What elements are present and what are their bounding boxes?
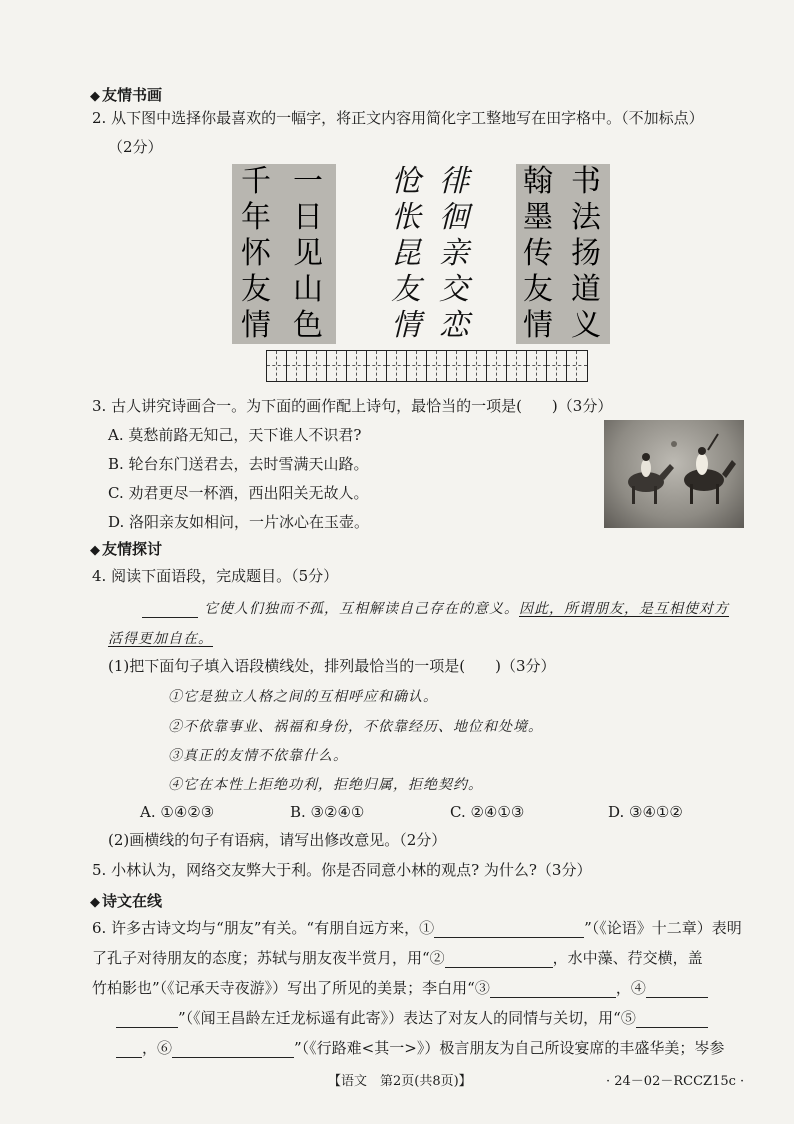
horsemen-painting bbox=[604, 420, 744, 528]
q4-choice-b[interactable]: B. ③②④① bbox=[290, 803, 365, 821]
grid-cell[interactable] bbox=[447, 351, 467, 381]
q4-sentence-3: ③真正的友情不依靠什么。 bbox=[168, 748, 348, 764]
grid-cell[interactable] bbox=[327, 351, 347, 381]
grid-cell[interactable] bbox=[387, 351, 407, 381]
q6-blank-1[interactable] bbox=[434, 921, 584, 938]
section-heading-poetry: ◆ 诗文在线 bbox=[90, 892, 163, 910]
q6-blank-5-cont[interactable] bbox=[116, 1041, 142, 1058]
q3-option-d[interactable]: D. 洛阳亲友如相问，一片冰心在玉壶。 bbox=[108, 513, 370, 531]
calligraphy-column: 翰 墨 传 友 情 bbox=[523, 164, 553, 343]
q2-stem: 2. 从下图中选择你最喜欢的一幅字，将正文内容用简化字工整地写在田字格中。（不加标点） bbox=[92, 109, 704, 127]
q3-option-c[interactable]: C. 劝君更尽一杯酒，西出阳关无故人。 bbox=[108, 484, 369, 502]
q5-stem: 5. 小林认为，网络交友弊大于利。你是否同意小林的观点? 为什么?（3分） bbox=[92, 861, 592, 879]
grid-cell[interactable] bbox=[307, 351, 327, 381]
q6-line1: 6. 许多古诗文均与“朋友”有关。“有朋自远方来，① ”（《论语》十二章）表明 bbox=[92, 919, 742, 937]
q4-sentence-2: ②不依靠事业、祸福和身份，不依靠经历、地位和处境。 bbox=[168, 719, 543, 735]
grid-cell[interactable] bbox=[567, 351, 587, 381]
page-footer-number: 【语文 第2页(共8页)】 bbox=[328, 1074, 472, 1089]
grid-cell[interactable] bbox=[467, 351, 487, 381]
q6-blank-5[interactable] bbox=[636, 1011, 708, 1028]
q3-option-b[interactable]: B. 轮台东门送君去，去时雪满天山路。 bbox=[108, 455, 369, 473]
q6-blank-6[interactable] bbox=[172, 1041, 294, 1058]
q6-line3: 竹柏影也”（《记承天寺夜游》）写出了所见的美景；李白用“③ ，④ bbox=[92, 978, 708, 998]
diamond-marker-icon: ◆ bbox=[90, 895, 100, 910]
grid-cell[interactable] bbox=[367, 351, 387, 381]
q6-blank-4-cont[interactable] bbox=[116, 1011, 178, 1028]
q6-blank-3[interactable] bbox=[490, 981, 616, 998]
calligraphy-column: 一 日 见 山 色 bbox=[293, 164, 323, 343]
diamond-marker-icon: ◆ bbox=[90, 543, 100, 558]
grid-cell[interactable] bbox=[407, 351, 427, 381]
q3-stem: 3. 古人讲究诗画合一。为下面的画作配上诗句，最恰当的一项是( )（3分） bbox=[92, 397, 613, 415]
diamond-marker-icon: ◆ bbox=[90, 89, 100, 104]
grid-cell[interactable] bbox=[547, 351, 567, 381]
q4-passage-line1: 它使人们独而不孤，互相解读自己存在的意义。因此，所谓朋友，是互相使对方 bbox=[142, 598, 729, 618]
section-heading-calligraphy: ◆ 友情书画 bbox=[90, 86, 163, 104]
q6-line2: 了孔子对待朋友的态度；苏轼与朋友夜半赏月，用“② ，水中藻、荇交横，盖 bbox=[92, 949, 703, 967]
calligraphy-column: 千 年 怀 友 情 bbox=[241, 164, 271, 343]
grid-cell[interactable] bbox=[287, 351, 307, 381]
q6-blank-4[interactable] bbox=[646, 981, 708, 998]
section-heading-discussion: ◆ 友情探讨 bbox=[90, 540, 163, 558]
q2-score: （2分） bbox=[108, 138, 163, 156]
q3-option-a[interactable]: A. 莫愁前路无知己，天下谁人不识君? bbox=[108, 426, 362, 444]
q4-sentence-1: ①它是独立人格之间的互相呼应和确认。 bbox=[168, 689, 438, 705]
calligraphy-panel-right bbox=[516, 164, 610, 344]
q4-passage-line2: 活得更加自在。 bbox=[108, 631, 213, 647]
q4-passage-blank[interactable] bbox=[142, 601, 198, 618]
q4-sub1: (1)把下面句子填入语段横线处，排列最恰当的一项是( )（3分） bbox=[108, 657, 556, 675]
q4-choice-a[interactable]: A. ①④②③ bbox=[140, 803, 215, 821]
grid-cell[interactable] bbox=[507, 351, 527, 381]
grid-cell[interactable] bbox=[527, 351, 547, 381]
calligraphy-column: 书 法 扬 道 义 bbox=[571, 164, 601, 343]
q6-line4: ”（《闻王昌龄左迁龙标遥有此寄》）表达了对友人的同情与关切，用“⑤ bbox=[116, 1008, 708, 1028]
grid-cell[interactable] bbox=[427, 351, 447, 381]
grid-cell[interactable] bbox=[267, 351, 287, 381]
calligraphy-panel-left bbox=[232, 164, 336, 344]
q4-sub2: (2)画横线的句子有语病，请写出修改意见。（2分） bbox=[108, 831, 447, 849]
calligraphy-panel-middle bbox=[382, 164, 482, 344]
q6-line5: ，⑥ ”（《行路难<其一>》）极言朋友为自己所设宴席的丰盛华美；岑参 bbox=[116, 1038, 724, 1058]
calligraphy-column: 徘 徊 亲 交 恋 bbox=[439, 164, 469, 343]
q4-sentence-4: ④它在本性上拒绝功利，拒绝归属，拒绝契约。 bbox=[168, 777, 483, 793]
q4-underlined-sentence: 因此，所谓朋友，是互相使对方 bbox=[519, 601, 729, 617]
calligraphy-column: 怆 怅 昆 友 情 bbox=[391, 164, 421, 343]
q4-choice-c[interactable]: C. ②④①③ bbox=[450, 803, 525, 821]
q6-blank-2[interactable] bbox=[445, 951, 553, 968]
q4-stem: 4. 阅读下面语段，完成题目。（5分） bbox=[92, 567, 339, 585]
q4-choice-d[interactable]: D. ③④①② bbox=[608, 803, 683, 821]
grid-cell[interactable] bbox=[487, 351, 507, 381]
grid-cell[interactable] bbox=[347, 351, 367, 381]
tianzige-writing-grid[interactable] bbox=[266, 350, 588, 382]
page-footer-code: · 24－02－RCCZ15c · bbox=[606, 1074, 745, 1089]
